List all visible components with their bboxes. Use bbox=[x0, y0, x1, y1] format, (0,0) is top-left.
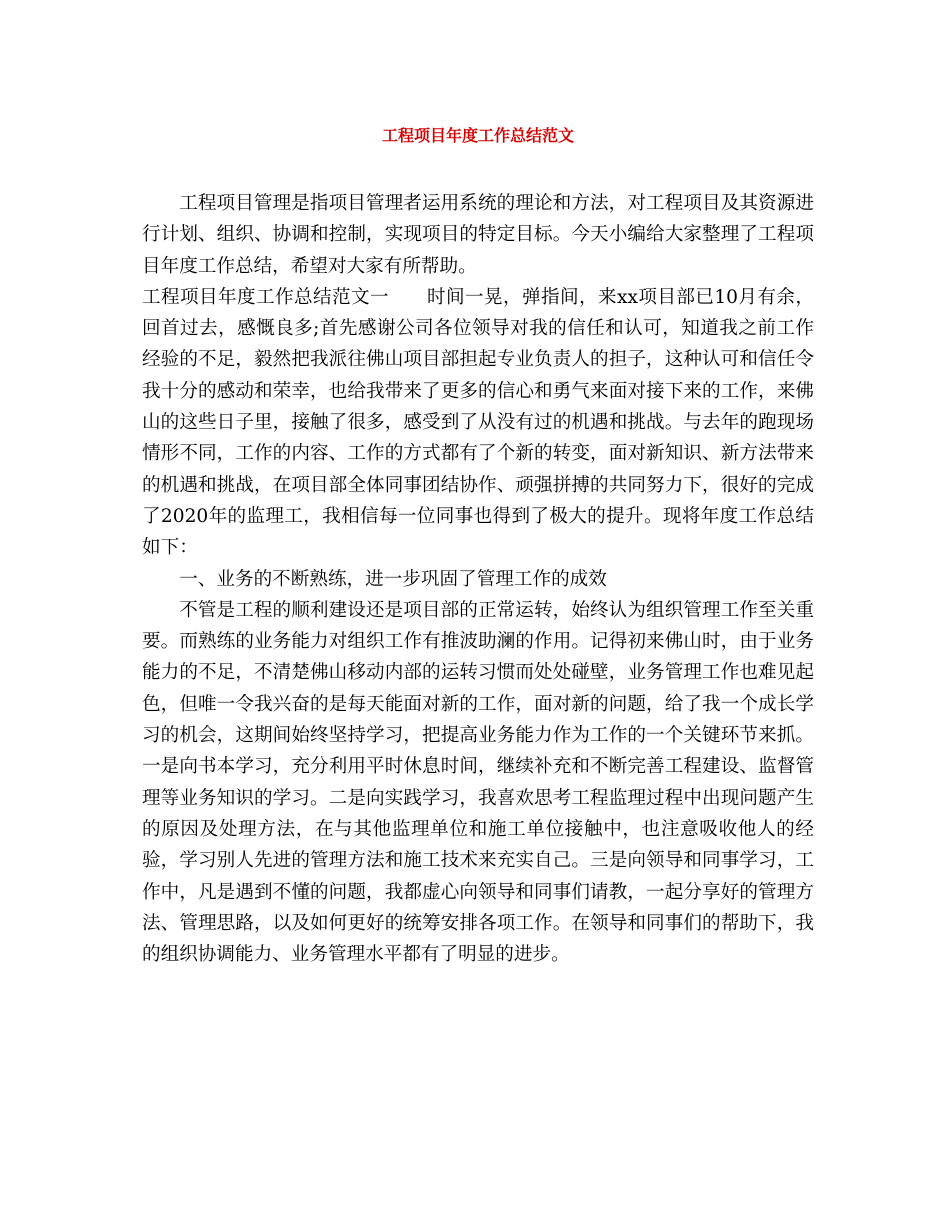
document-body bbox=[142, 188, 814, 970]
section-paragraph: 不管是工程的顺利建设还是项目部的正常运转，始终认为组织管理工作至关重要。而熟练的业务能力对组织工作有推波助澜的作用。记得初来佛山时，由于业务能力的不足，不清楚佛山移动内部的运转习惯而处处碰壁，业务管理工作也难见起色，但唯一令我兴奋的是每天能面对新的工作，面对新的问题，给了我一个成长学习的机会，这期间始终坚持学习，把提高业务能力作为工作的一个关键环节来抓。一是向书本学习，充分利用平时休息时间，继续补充和不断完善工程建设、监督管理等业务知识的学习。二是向实践学习，我喜欢思考工程监理过程中出现问题产生的原因及处理方法，在与其他监理单位和施工单位接触中，也注意吸收他人的经验，学习别人先进的管理方法和施工技术来充实自己。三是向领导和同事学习，工作中，凡是遇到不懂的问题，我都虚心向领导和同事们请教，一起分享好的管理方法、管理思路，以及如何更好的统筹安排各项工作。在领导和同事们的帮助下，我的组织协调能力、业务管理水平都有了明显的进步。 bbox=[142, 599, 814, 966]
section-heading: 一、业务的不断熟练，进一步巩固了管理工作的成效 bbox=[179, 568, 607, 590]
document-page bbox=[142, 0, 814, 1230]
intro-paragraph: 工程项目管理是指项目管理者运用系统的理论和方法，对工程项目及其资源进行计划、组织、协调和控制，实现项目的特定目标。今天小编给大家整理了工程项目年度工作总结，希望对大家有所帮助。 bbox=[142, 193, 814, 277]
document-title: 工程项目年度工作总结范文 bbox=[381, 126, 574, 145]
sample-one-paragraph: 工程项目年度工作总结范文一 时间一晃，弹指间，来xx项目部已10月有余，回首过去，感慨良多;首先感谢公司各位领导对我的信任和认可，知道我之前工作经验的不足，毅然把我派往佛山项目部担起专业负责人的担子，这种认可和信任令我十分的感动和荣幸，也给我带来了更多的信心和勇气来面对接下来的工作，来佛山的这些日子里，接触了很多，感受到了从没有过的机遇和挑战。与去年的跑现场情形不同，工作的内容、工作的方式都有了个新的转变，面对新知识、新方法带来的机遇和挑战，在项目部全体同事团结协作、顽强拼搏的共同努力下，很好的完成了2020年的监理工，我相信每一位同事也得到了极大的提升。现将年度工作总结如下： bbox=[142, 286, 814, 559]
